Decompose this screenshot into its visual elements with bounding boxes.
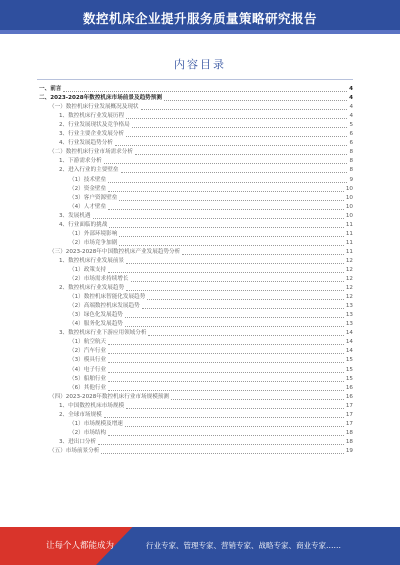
toc-leader-dots (108, 372, 344, 373)
toc-entry[interactable] (37, 319, 353, 328)
toc-entry[interactable] (37, 374, 353, 383)
toc-entry-page: 11 (345, 230, 353, 237)
toc-entry[interactable] (37, 247, 353, 256)
toc-entry[interactable] (37, 383, 353, 392)
toc-entry-page: 18 (345, 429, 353, 436)
toc-entry-page: 12 (345, 294, 353, 301)
toc-entry-page: 15 (345, 357, 353, 364)
toc-leader-dots (142, 308, 344, 309)
toc-leader-dots (135, 154, 348, 155)
toc-entry-page: 9 (349, 176, 353, 183)
toc-entry-page: 12 (345, 257, 353, 264)
toc-entry-page: 8 (349, 167, 353, 174)
toc-leader-dots (126, 408, 344, 409)
report-title: 数控机床企业提升服务质量策略研究报告 (82, 11, 317, 26)
report-header (0, 0, 400, 34)
toc-leader-dots (98, 444, 344, 445)
toc-entry-page: 14 (345, 348, 353, 355)
toc-entry-label: （4）电子行业 (69, 366, 107, 373)
toc-entry[interactable] (37, 364, 353, 373)
footer-roles: 行业专家、管理专家、营销专家、战略专家、商业专家…… (146, 541, 341, 550)
toc-entry-label: （四）2023-2028年数控机床行业市场规模预测 (49, 393, 169, 400)
toc-entry-label: （2）高端数控机床发展趋势 (69, 303, 140, 310)
toc-entry[interactable] (37, 446, 353, 455)
toc-entry-page: 15 (345, 366, 353, 373)
toc-leader-dots (104, 163, 348, 164)
toc-entry[interactable] (37, 93, 353, 102)
toc-entry-page: 16 (345, 384, 353, 391)
toc-entry-label: 3、进出口分析 (59, 438, 97, 445)
toc-leader-dots (108, 209, 344, 210)
toc-leader-dots (126, 118, 347, 119)
toc-entry-label: 3、行业主要企业发展分析 (59, 131, 125, 138)
toc-entry-page: 12 (345, 276, 353, 283)
toc-entry-page: 4 (349, 113, 353, 120)
toc-entry-page: 14 (345, 330, 353, 337)
toc-entry-page: 17 (345, 411, 353, 418)
toc-entry-label: （2）汽车行业 (69, 348, 107, 355)
toc-entry-label: （2）市场需求持续增长 (69, 276, 129, 283)
toc-entry-label: （二）数控机床行业市场需求分析 (49, 149, 133, 156)
toc-entry-label: （2）市场结构 (69, 429, 107, 436)
toc-entry-page: 8 (349, 149, 353, 156)
toc-entry[interactable] (37, 229, 353, 238)
footer-slogan: 让每个人都能成为 (46, 541, 115, 551)
toc-leader-dots (104, 417, 344, 418)
toc-entry-page: 12 (345, 285, 353, 292)
toc-entry[interactable] (37, 274, 353, 283)
toc-entry[interactable] (37, 301, 353, 310)
toc-entry[interactable] (37, 437, 353, 446)
toc-leader-dots (182, 254, 344, 255)
toc-entry[interactable] (37, 328, 353, 337)
toc-entry-label: 2、行业发展现状及竞争格局 (59, 122, 130, 129)
toc-entry-label: 4、行业发展趋势分析 (59, 140, 113, 147)
toc-entry-label: （3）模具行业 (69, 357, 107, 364)
toc-leader-dots (132, 127, 348, 128)
toc-entry-label: 二、2023-2028年数控机床市场前景及趋势预测 (39, 95, 162, 102)
toc-leader-dots (119, 200, 344, 201)
toc-entry[interactable] (37, 84, 353, 93)
toc-entry[interactable] (37, 401, 353, 410)
toc-entry-page: 18 (345, 438, 353, 445)
toc-leader-dots (109, 227, 344, 228)
toc-entry-label: （3）绿色化发展趋势 (69, 312, 123, 319)
toc-entry-label: （1）技术壁垒 (69, 176, 107, 183)
toc-entry[interactable] (37, 111, 353, 120)
toc-entry-label: 2、数控机床行业发展趋势 (59, 285, 125, 292)
toc-entry-label: 1、数控机床行业发展历程 (59, 113, 125, 120)
toc-leader-dots (171, 399, 344, 400)
toc-leader-dots (108, 272, 344, 273)
toc-entry[interactable] (37, 238, 353, 247)
toc-leader-dots (108, 353, 344, 354)
toc-leader-dots (126, 263, 344, 264)
toc-entry-label: （2）市场竞争加剧 (69, 239, 118, 246)
toc-entry[interactable] (37, 428, 353, 437)
toc-entry-label: 1、数控机床行业发展前景 (59, 257, 125, 264)
toc-leader-dots (119, 245, 344, 246)
toc-entry[interactable] (37, 102, 353, 111)
toc-entry-page: 4 (349, 104, 353, 111)
toc-entry-page: 16 (345, 393, 353, 400)
toc-leader-dots (108, 390, 344, 391)
toc-entry-label: （5）船舶行业 (69, 375, 107, 382)
toc-entry-label: （1）航空航天 (69, 339, 107, 346)
toc-entry-label: 1、中国数控机床市场规模 (59, 402, 125, 409)
toc-entry-label: （1）外部环境影响 (69, 230, 118, 237)
toc-entry[interactable] (37, 346, 353, 355)
toc-entry-page: 6 (349, 140, 353, 147)
toc-entry[interactable] (37, 184, 353, 193)
toc-entry[interactable] (37, 211, 353, 220)
toc-leader-dots (121, 172, 348, 173)
toc-leader-dots (125, 317, 344, 318)
toc-entry[interactable] (37, 193, 353, 202)
toc-leader-dots (125, 326, 344, 327)
toc-entry-page: 10 (345, 185, 353, 192)
toc-leader-dots (108, 435, 344, 436)
toc-entry[interactable] (37, 355, 353, 364)
toc-entry-page: 4 (349, 95, 353, 102)
toc-divider (37, 79, 353, 80)
toc-entry-page: 13 (345, 312, 353, 319)
table-of-contents (37, 84, 353, 455)
toc-entry-label: （6）其他行业 (69, 384, 107, 391)
toc-entry-page: 11 (345, 248, 353, 255)
toc-entry-page: 19 (345, 447, 353, 454)
toc-entry-page: 10 (345, 194, 353, 201)
toc-leader-dots (101, 453, 344, 454)
header-accent-bar (0, 30, 400, 34)
toc-leader-dots (108, 182, 347, 183)
toc-leader-dots (108, 191, 344, 192)
toc-entry-page: 17 (345, 402, 353, 409)
toc-entry-label: （2）资金壁垒 (69, 185, 107, 192)
toc-leader-dots (126, 136, 347, 137)
toc-entry-label: 3、数控机床行业下游应用领域分析 (59, 330, 147, 337)
toc-entry-label: （一）数控机床行业发展概况及现状 (49, 104, 139, 111)
toc-entry-label: （1）数控机床智能化发展趋势 (69, 294, 146, 301)
toc-leader-dots (126, 290, 344, 291)
toc-entry[interactable] (37, 120, 353, 129)
toc-leader-dots (164, 100, 347, 101)
toc-entry-page: 15 (345, 375, 353, 382)
toc-leader-dots (141, 109, 348, 110)
toc-entry[interactable] (37, 129, 353, 138)
toc-leader-dots (108, 362, 344, 363)
toc-entry-label: 2、全球市场规模 (59, 411, 102, 418)
toc-entry[interactable] (37, 292, 353, 301)
toc-leader-dots (119, 236, 344, 237)
toc-entry-label: （三）2023-2028年中国数控机床产业发展趋势分析 (49, 248, 181, 255)
toc-leader-dots (131, 281, 344, 282)
toc-entry[interactable] (37, 392, 353, 401)
toc-leader-dots (108, 344, 344, 345)
toc-entry-page: 10 (345, 203, 353, 210)
toc-entry-page: 5 (349, 122, 353, 129)
toc-entry[interactable] (37, 256, 353, 265)
toc-entry-page: 14 (345, 339, 353, 346)
toc-entry[interactable] (37, 419, 353, 428)
toc-entry-page: 4 (349, 86, 353, 93)
toc-entry-label: 3、发展机遇 (59, 212, 91, 219)
toc-entry-page: 11 (345, 221, 353, 228)
toc-entry[interactable] (37, 138, 353, 147)
toc-leader-dots (108, 381, 344, 382)
toc-entry-label: 一、前言 (39, 86, 62, 93)
footer-banner (0, 527, 400, 565)
toc-entry-label: （4）服务化发展趋势 (69, 321, 123, 328)
toc-entry-label: （1）市场规模及增速 (69, 420, 123, 427)
toc-entry-label: （4）人才壁垒 (69, 203, 107, 210)
toc-entry[interactable] (37, 165, 353, 174)
toc-leader-dots (148, 335, 343, 336)
toc-entry-label: （1）政策支持 (69, 266, 107, 273)
toc-entry-page: 17 (345, 420, 353, 427)
toc-entry[interactable] (37, 156, 353, 165)
toc-entry[interactable] (37, 147, 353, 156)
toc-entry[interactable] (37, 265, 353, 274)
toc-entry[interactable] (37, 202, 353, 211)
toc-leader-dots (125, 426, 344, 427)
toc-entry-label: 1、下游需求分析 (59, 158, 102, 165)
toc-entry[interactable] (37, 283, 353, 292)
toc-entry-page: 6 (349, 131, 353, 138)
toc-entry[interactable] (37, 310, 353, 319)
toc-entry-label: 2、进入行业的主要壁垒 (59, 167, 119, 174)
toc-entry-page: 13 (345, 321, 353, 328)
toc-leader-dots (147, 299, 344, 300)
toc-leader-dots (115, 145, 348, 146)
toc-entry[interactable] (37, 337, 353, 346)
toc-entry-page: 10 (345, 212, 353, 219)
toc-leader-dots (63, 91, 347, 92)
toc-entry-page: 12 (345, 266, 353, 273)
toc-entry-page: 13 (345, 303, 353, 310)
toc-entry-page: 11 (345, 239, 353, 246)
toc-leader-dots (93, 218, 344, 219)
toc-entry[interactable] (37, 174, 353, 183)
toc-entry-label: （五）市场前景分析 (49, 447, 100, 454)
toc-entry-page: 8 (349, 158, 353, 165)
toc-entry[interactable] (37, 410, 353, 419)
toc-heading: 内容目录 (174, 58, 226, 71)
toc-entry-label: （3）客户资源壁垒 (69, 194, 118, 201)
toc-entry[interactable] (37, 220, 353, 229)
toc-entry-label: 4、行业面临的挑战 (59, 221, 108, 228)
